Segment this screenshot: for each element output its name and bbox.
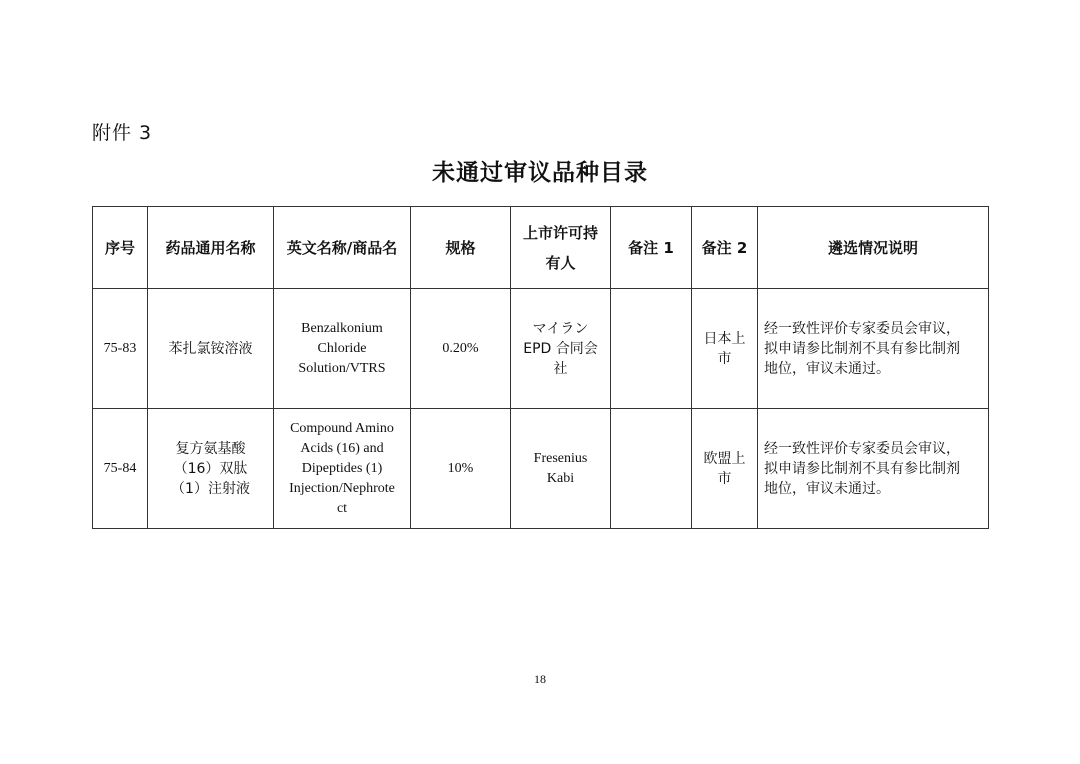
explanation-line: 地位，审议未通过。 [764,480,890,497]
holder-line: Kabi [546,470,575,486]
cell-spec: 0.20% [411,289,511,409]
english-name-line: Compound Amino [290,420,394,436]
header-explanation: 遴选情况说明 [758,207,989,289]
catalog-table [92,206,989,529]
cell-seq: 75-84 [93,409,148,529]
holder-line: マイラン [532,320,589,337]
note2-line: 市 [717,350,732,367]
explanation-line: 地位，审议未通过。 [764,360,890,377]
explanation-line: 经一致性评价专家委员会审议， [764,320,960,337]
page-title: 未通过审议品种目录 [432,159,648,186]
header-note1: 备注 1 [611,207,692,289]
english-name-line: Benzalkonium [301,320,383,336]
explanation-line: 经一致性评价专家委员会审议， [764,440,960,457]
header-seq: 序号 [93,207,148,289]
header-english-name: 英文名称/商品名 [274,207,411,289]
cell-note2 [692,409,758,529]
cell-seq: 75-83 [93,289,148,409]
cell-holder [511,289,611,409]
cell-generic-name [148,289,274,409]
english-name-line: Solution/VTRS [298,360,386,376]
note2-line: 欧盟上 [703,450,746,467]
cell-explanation [758,289,989,409]
generic-name-line: （1）注射液 [171,480,250,497]
generic-name-line: 复方氨基酸 [175,440,246,457]
explanation-line: 拟申请参比制剂不具有参比制剂 [764,460,960,477]
page-number: 18 [534,672,546,686]
cell-spec: 10% [411,409,511,529]
english-name-line: ct [336,500,348,516]
cell-note1 [611,289,692,409]
header-note2: 备注 2 [692,207,758,289]
holder-line: EPD 合同会 [523,340,598,357]
explanation-line: 拟申请参比制剂不具有参比制剂 [764,340,960,357]
cell-generic-name [148,409,274,529]
generic-name-line: 苯扎氯铵溶液 [168,340,253,357]
holder-line: 社 [553,360,568,377]
cell-english-name [274,289,411,409]
generic-name-line: （16）双肽 [173,460,248,477]
note2-line: 市 [717,470,732,487]
english-name-line: Acids (16) and [300,440,384,456]
note2-line: 日本上 [703,330,746,347]
cell-english-name [274,409,411,529]
attachment-label: 附件 3 [92,122,153,144]
header-holder-line2: 有人 [545,253,576,272]
table-row [93,289,989,409]
cell-holder [511,409,611,529]
cell-note1 [611,409,692,529]
header-spec: 规格 [411,207,511,289]
table-header-row [93,207,989,289]
table-row [93,409,989,529]
english-name-line: Dipeptides (1) [301,460,383,476]
holder-line: Fresenius [533,450,588,466]
english-name-line: Injection/Nephrote [289,480,395,496]
cell-note2 [692,289,758,409]
header-holder-line1: 上市许可持 [522,223,598,242]
header-generic-name: 药品通用名称 [148,207,274,289]
english-name-line: Chloride [317,340,367,356]
header-holder [511,207,611,289]
cell-explanation [758,409,989,529]
